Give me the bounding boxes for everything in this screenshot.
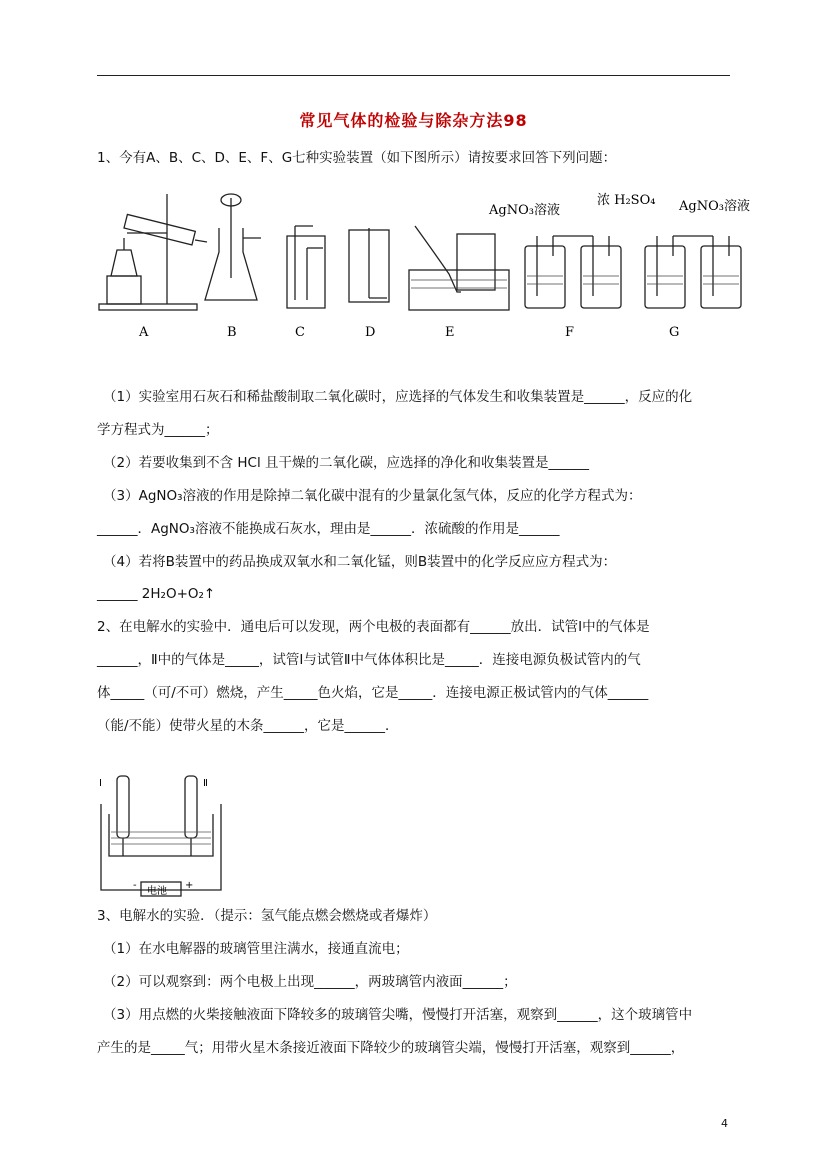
q2-line4: （能/不能）使带火星的木条______，它是______．: [97, 718, 399, 734]
q1-part2: （2）若要收集到不含 HCl 且干燥的二氧化碳，应选择的净化和收集装置是______: [103, 455, 589, 471]
q3-line1: 3、电解水的实验．（提示：氢气能点燃会燃烧或者爆炸）: [97, 908, 437, 924]
q1-intro: 1、今有A、B、C、D、E、F、G七种实验装置（如下图所示）请按要求回答下列问题：: [97, 150, 617, 166]
q3-line3: （2）可以观察到：两个电极上出现______，两玻璃管内液面______；: [103, 974, 517, 990]
label-A: A: [139, 325, 149, 340]
q2-line3: 体_____（可/不可）燃烧，产生_____色火焰，它是_____．连接电源正极试管内的气体______: [97, 685, 649, 701]
label-C: C: [295, 325, 305, 340]
q1-part1-line1: （1）实验室用石灰石和稀盐酸制取二氧化碳时，应选择的气体发生和收集装置是______，反应的化: [103, 389, 693, 405]
q2-line1: 2、在电解水的实验中．通电后可以发现，两个电极的表面都有______放出．试管Ⅰ中的气体是: [97, 619, 650, 635]
label-B: B: [227, 325, 237, 340]
q1-part4-line1: （4）若将B装置中的药品换成双氧水和二氧化锰，则B装置中的化学反应应方程式为：: [103, 554, 617, 570]
header-rule: [97, 75, 730, 76]
label-G: G: [669, 325, 680, 340]
label-h2so4: 浓 H₂SO₄: [597, 193, 656, 208]
page-number: 4: [721, 1117, 728, 1130]
page-title: 常见气体的检验与除杂方法98: [299, 111, 528, 130]
label-F: F: [565, 325, 575, 340]
q3-line5: 产生的是_____气；用带火星木条接近液面下降较少的玻璃管尖端，慢慢打开活塞，观察到______，: [97, 1040, 685, 1056]
electrolysis-figure: [97, 772, 227, 898]
label-D: D: [365, 325, 376, 340]
q3-line2: （1）在水电解器的玻璃管里注满水，接通直流电；: [103, 941, 409, 957]
tube1-label: Ⅰ: [99, 778, 102, 789]
label-agno3-left: AgNO₃溶液: [489, 203, 560, 218]
battery-minus: -: [133, 880, 137, 891]
label-E: E: [445, 325, 455, 340]
label-agno3-right: AgNO₃溶液: [679, 199, 750, 214]
apparatus-figure: [97, 188, 762, 348]
q1-part4-line2: ______ 2H₂O+O₂↑: [97, 586, 216, 602]
battery-plus: +: [185, 880, 194, 891]
battery-label: 电池: [147, 886, 167, 897]
q3-line4: （3）用点燃的火柴接触液面下降较多的玻璃管尖嘴，慢慢打开活塞，观察到______，这个玻璃管中: [103, 1007, 693, 1023]
tube2-label: Ⅱ: [203, 778, 208, 789]
q1-part3-line1: （3）AgNO₃溶液的作用是除掉二氧化碳中混有的少量氯化氢气体，反应的化学方程式为：: [103, 488, 642, 504]
q1-part3-line2: ______．AgNO₃溶液不能换成石灰水，理由是______．浓硫酸的作用是______: [97, 521, 560, 537]
q2-line2: ______，Ⅱ中的气体是_____，试管Ⅰ与试管Ⅱ中气体体积比是_____．连接电源负极试管内的气: [97, 652, 641, 668]
q1-part1-line2: 学方程式为______；: [97, 422, 219, 438]
